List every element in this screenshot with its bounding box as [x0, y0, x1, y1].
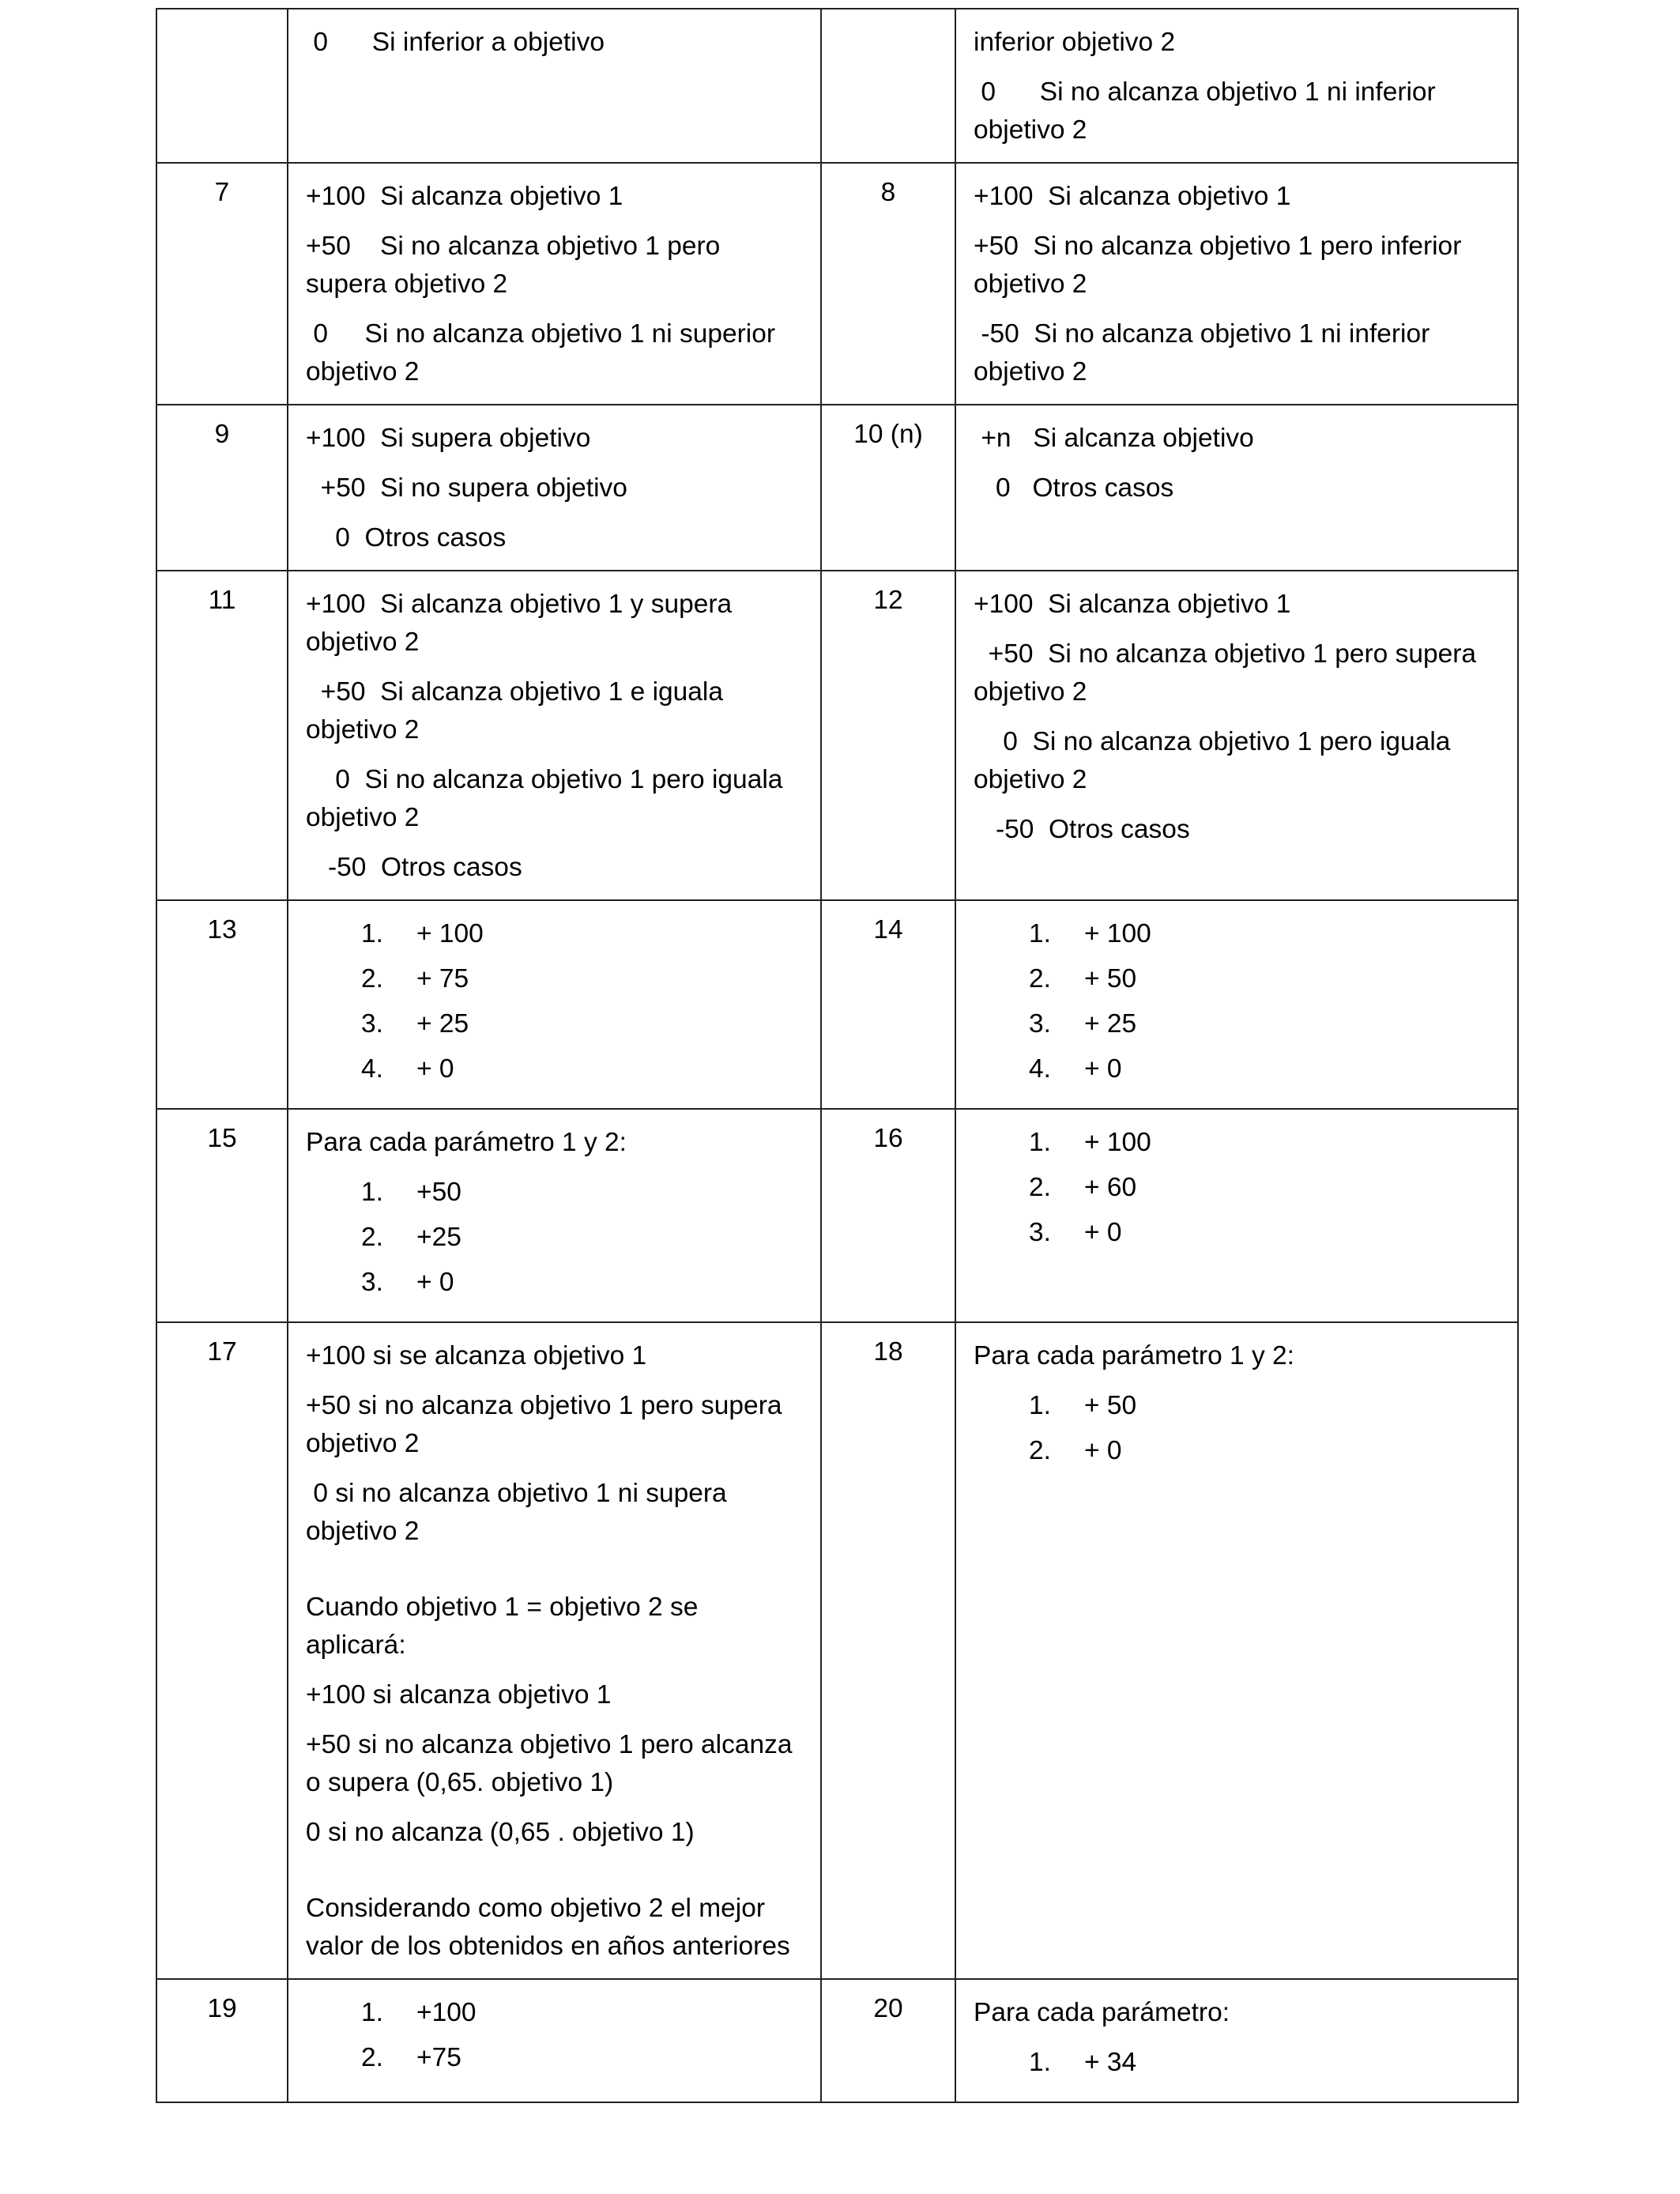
list-item-number: 2. [1029, 964, 1051, 993]
left-score-cell [288, 900, 821, 1109]
cell-line: +100 si se alcanza objetivo 1 [306, 1341, 647, 1370]
right-row-number: 20 [821, 1979, 955, 2102]
cell-line: -50 Si no alcanza objetivo 1 ni inferior objetivo 2 [974, 319, 1437, 386]
list-item [306, 1174, 804, 1219]
score-list [974, 1387, 1501, 1477]
right-score-cell [955, 1109, 1518, 1322]
right-row-number: 14 [821, 900, 955, 1109]
list-item-value: + 25 [416, 1009, 469, 1039]
list-item-value: + 0 [416, 1268, 454, 1297]
cell-line: +100 Si alcanza objetivo 1 [974, 182, 1291, 211]
list-item [306, 1264, 804, 1309]
cell-line: Considerando como objetivo 2 el mejor valor de los obtenidos en años anteriores [306, 1894, 790, 1961]
left-row-number: 11 [156, 571, 288, 900]
score-list [974, 915, 1501, 1095]
left-row-number: 7 [156, 163, 288, 405]
cell-intro: Para cada parámetro 1 y 2: [306, 1128, 627, 1157]
cell-line: +50 Si no supera objetivo [306, 473, 627, 503]
list-item-number: 3. [1029, 1009, 1051, 1039]
list-item [974, 1124, 1501, 1169]
list-item [974, 1050, 1501, 1095]
right-score-cell [955, 163, 1518, 405]
scoring-table [156, 8, 1519, 2103]
left-row-number: 13 [156, 900, 288, 1109]
list-item [974, 1214, 1501, 1259]
cell-line: 0 si no alcanza (0,65 . objetivo 1) [306, 1818, 695, 1847]
list-item-value: + 34 [1084, 2048, 1137, 2077]
score-list [306, 915, 804, 1095]
list-item [306, 1994, 804, 2039]
cell-line: +50 Si no alcanza objetivo 1 pero supera objetivo 2 [306, 232, 728, 299]
list-item [974, 2044, 1501, 2089]
list-item-value: + 75 [416, 964, 469, 993]
cell-line: +100 Si alcanza objetivo 1 y supera objetivo 2 [306, 590, 740, 657]
list-item-number: 1. [1029, 2048, 1051, 2077]
list-item [306, 915, 804, 960]
cell-line: 0 Si inferior a objetivo [306, 28, 605, 57]
left-score-cell [288, 1322, 821, 1979]
list-item-number: 3. [361, 1268, 383, 1297]
cell-line: +n Si alcanza objetivo [974, 424, 1254, 453]
list-item-number: 4. [361, 1054, 383, 1084]
list-item [306, 1219, 804, 1264]
list-item-number: 1. [361, 1998, 383, 2027]
left-score-cell [288, 9, 821, 163]
cell-line: +100 Si supera objetivo [306, 424, 591, 453]
list-item-value: +25 [416, 1223, 461, 1252]
table-row [156, 9, 1518, 163]
left-score-cell [288, 163, 821, 405]
list-item-value: + 100 [1084, 919, 1151, 948]
right-score-cell [955, 571, 1518, 900]
list-item-number: 1. [361, 919, 383, 948]
cell-line: 0 Si no alcanza objetivo 1 ni inferior objetivo 2 [974, 77, 1444, 145]
list-item [306, 960, 804, 1005]
list-item-number: 4. [1029, 1054, 1051, 1084]
list-item [306, 2039, 804, 2084]
list-item-value: + 50 [1084, 1391, 1137, 1420]
cell-line: 0 Si no alcanza objetivo 1 pero iguala objetivo 2 [974, 727, 1458, 794]
list-item-value: + 0 [1084, 1054, 1122, 1084]
list-item [974, 1432, 1501, 1477]
cell-line: 0 si no alcanza objetivo 1 ni supera objetivo 2 [306, 1479, 734, 1546]
left-row-number: 9 [156, 405, 288, 571]
table-row [156, 900, 1518, 1109]
score-list [974, 1124, 1501, 1259]
left-score-cell [288, 405, 821, 571]
cell-line: +50 Si alcanza objetivo 1 e iguala objetivo 2 [306, 677, 731, 745]
cell-line: +50 Si no alcanza objetivo 1 pero inferior objetivo 2 [974, 232, 1469, 299]
list-item-number: 2. [361, 964, 383, 993]
cell-line: 0 Si no alcanza objetivo 1 pero iguala objetivo 2 [306, 765, 790, 832]
list-item-number: 1. [1029, 919, 1051, 948]
table-row [156, 1109, 1518, 1322]
right-score-cell [955, 1979, 1518, 2102]
left-row-number: 15 [156, 1109, 288, 1322]
cell-line: inferior objetivo 2 [974, 28, 1176, 57]
list-item-number: 2. [1029, 1173, 1051, 1202]
cell-line: 0 Otros casos [306, 523, 507, 552]
cell-line: +100 Si alcanza objetivo 1 [306, 182, 623, 211]
list-item-value: + 0 [1084, 1436, 1122, 1465]
left-row-number: 19 [156, 1979, 288, 2102]
right-row-number: 8 [821, 163, 955, 405]
cell-line: -50 Otros casos [974, 815, 1190, 844]
list-item-number: 2. [361, 1223, 383, 1252]
score-list [306, 1174, 804, 1309]
list-item [306, 1050, 804, 1095]
cell-line: Cuando objetivo 1 = objetivo 2 se aplicará: [306, 1593, 706, 1660]
list-item [974, 915, 1501, 960]
cell-line: -50 Otros casos [306, 853, 522, 882]
list-item [306, 1005, 804, 1050]
list-item [974, 1387, 1501, 1432]
list-item-value: + 50 [1084, 964, 1137, 993]
right-row-number: 10 (n) [821, 405, 955, 571]
score-list [306, 1994, 804, 2084]
list-item-value: + 0 [416, 1054, 454, 1084]
right-row-number: 16 [821, 1109, 955, 1322]
right-row-number [821, 9, 955, 163]
list-item-value: + 25 [1084, 1009, 1137, 1039]
left-row-number [156, 9, 288, 163]
list-item-number: 2. [1029, 1436, 1051, 1465]
table-row [156, 405, 1518, 571]
table-row [156, 163, 1518, 405]
table-row [156, 571, 1518, 900]
list-item-value: +100 [416, 1998, 477, 2027]
list-item-number: 3. [1029, 1218, 1051, 1247]
cell-line: +50 Si no alcanza objetivo 1 pero supera objetivo 2 [974, 639, 1484, 707]
right-row-number: 12 [821, 571, 955, 900]
right-score-cell [955, 900, 1518, 1109]
list-item [974, 960, 1501, 1005]
table-row [156, 1979, 1518, 2102]
cell-line: +100 si alcanza objetivo 1 [306, 1680, 612, 1710]
list-item-number: 1. [361, 1178, 383, 1207]
cell-line: 0 Si no alcanza objetivo 1 ni superior objetivo 2 [306, 319, 783, 386]
list-item-value: + 0 [1084, 1218, 1122, 1247]
cell-line: 0 Otros casos [974, 473, 1174, 503]
right-score-cell [955, 1322, 1518, 1979]
cell-line: +50 si no alcanza objetivo 1 pero alcanza o supera (0,65. objetivo 1) [306, 1730, 800, 1797]
right-score-cell [955, 9, 1518, 163]
list-item-number: 3. [361, 1009, 383, 1039]
table-row [156, 1322, 1518, 1979]
list-item-value: + 100 [416, 919, 484, 948]
right-score-cell [955, 405, 1518, 571]
left-score-cell [288, 1979, 821, 2102]
cell-line: +100 Si alcanza objetivo 1 [974, 590, 1291, 619]
list-item [974, 1169, 1501, 1214]
cell-intro: Para cada parámetro: [974, 1998, 1230, 2027]
list-item-number: 2. [361, 2043, 383, 2072]
left-score-cell [288, 571, 821, 900]
left-score-cell [288, 1109, 821, 1322]
left-row-number: 17 [156, 1322, 288, 1979]
list-item-value: + 60 [1084, 1173, 1137, 1202]
list-item-number: 1. [1029, 1128, 1051, 1157]
cell-intro: Para cada parámetro 1 y 2: [974, 1341, 1294, 1370]
list-item-value: +75 [416, 2043, 461, 2072]
list-item-value: +50 [416, 1178, 461, 1207]
right-row-number: 18 [821, 1322, 955, 1979]
scoring-table-body [156, 9, 1518, 2102]
cell-line: +50 si no alcanza objetivo 1 pero supera objetivo 2 [306, 1391, 789, 1458]
list-item [974, 1005, 1501, 1050]
list-item-number: 1. [1029, 1391, 1051, 1420]
list-item-value: + 100 [1084, 1128, 1151, 1157]
score-list [974, 2044, 1501, 2089]
